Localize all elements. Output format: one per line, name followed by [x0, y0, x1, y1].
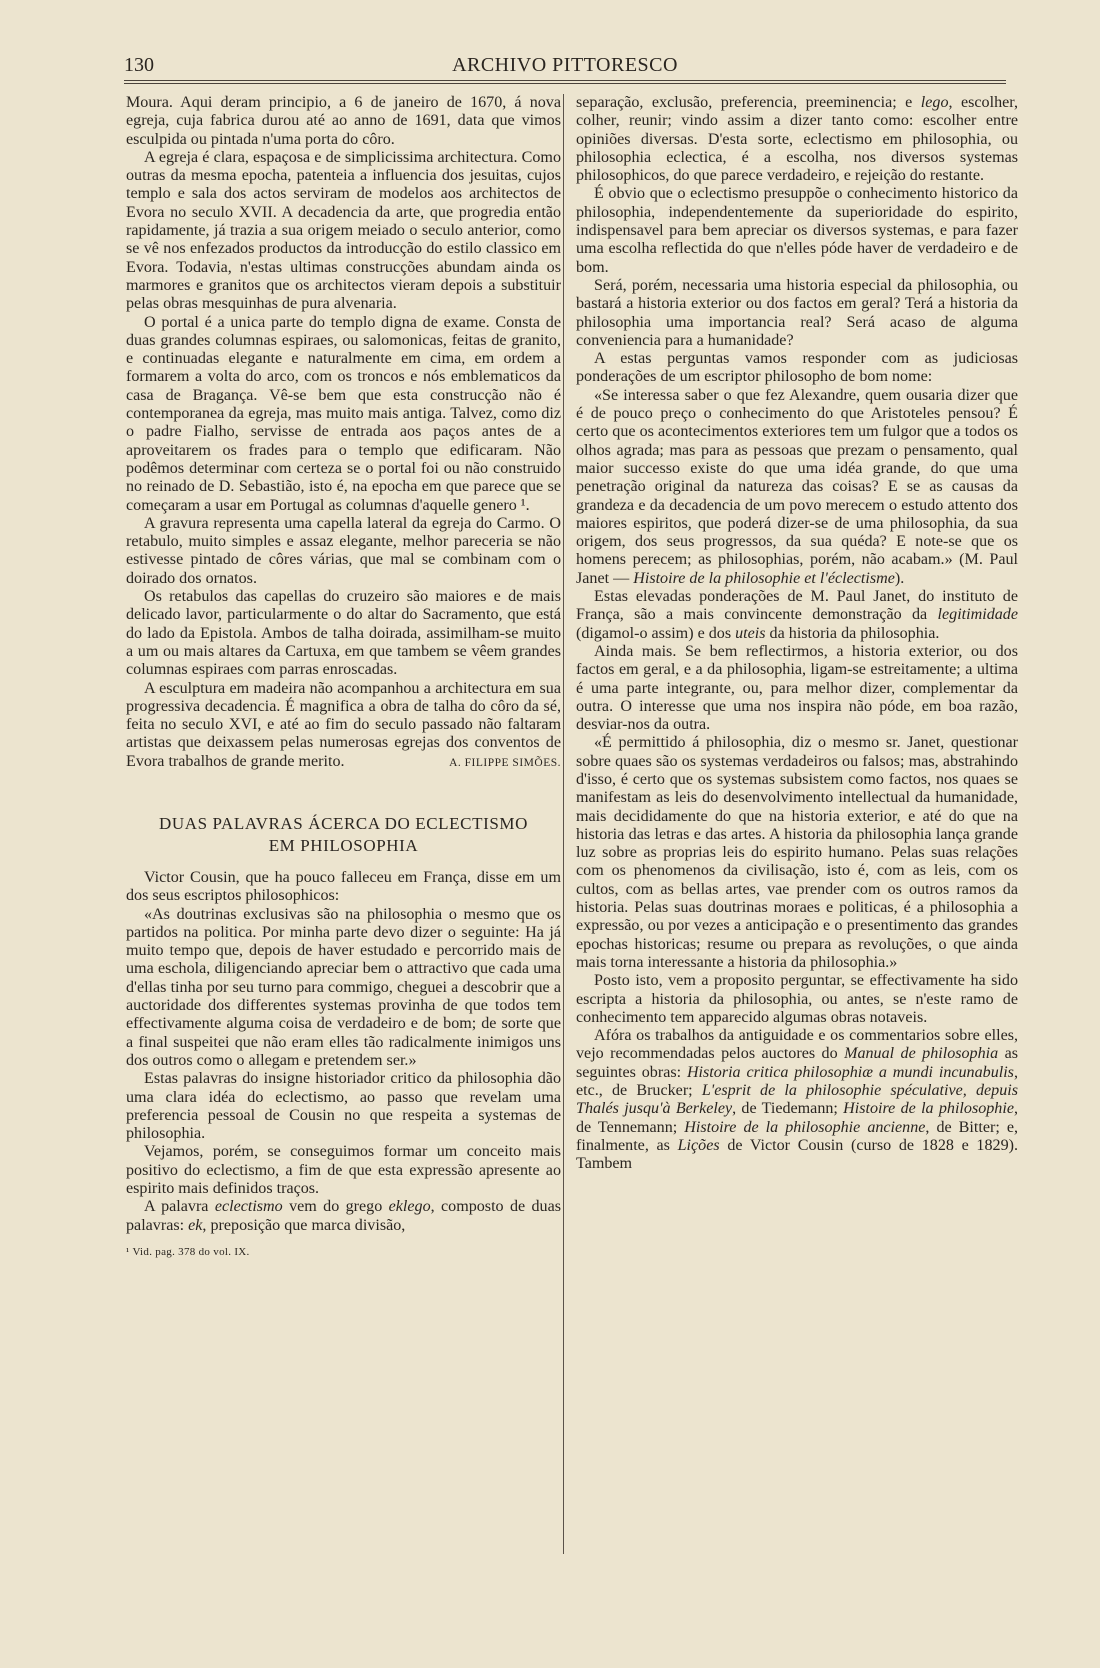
italic-title: Historia critica philosophiæ a mundi incunabulis	[686, 1063, 1014, 1081]
italic-term: ek	[188, 1216, 203, 1234]
text-run: (digamol-o assim) e dos	[576, 624, 736, 642]
italic-term: legitimidade	[937, 606, 1018, 624]
paragraph	[126, 1198, 561, 1235]
paragraph: Será, porém, necessaria uma historia especial da philosophia, ou bastará a historia exterior ou dos factos em geral? Terá a historia da philosophia uma importancia real? Será acaso de alguma conveniencia para a humanidade?	[576, 276, 1018, 349]
paragraph: Victor Cousin, que ha pouco falleceu em França, disse em um dos seus escriptos philosophicos:	[126, 868, 561, 905]
paragraph	[576, 1027, 1018, 1173]
italic-title: Manual de philosophia	[844, 1045, 999, 1063]
quote-paragraph: «É permittido á philosophia, diz o mesmo sr. Janet, questionar sobre quaes são os systemas verdadeiros ou falsos; mas, abstrahindo d'isso, é certo que os systemas subsistem como factos, nos quaes se manifestam as leis do desenvolvimento intellectual da humanidade, mais decididamente do que na historia exterior, e até do que na historia das letras e das artes. A historia da philosophia lança grande luz sobre as proprias leis do espirito humano. Pelas suas relações com os phenomenos da civilisação, isto é, com as leis, com os cultos, com as bellas artes, vae prender com os outros ramos da historia. Pelas suas doutrinas moraes e politicas, é a philosophia a expressão, ou por vezes a anticipação e o presentimento das grandes epochas historicas; resume ou prepara as revoluções, o que ainda mais torna interessante a historia da philosophia.»	[576, 734, 1018, 971]
text-run: da historia da philosophia.	[765, 624, 940, 642]
text-run: Afóra os trabalhos da antiguidade e os commentarios sobre elles, vejo recommendadas pelos auctores do	[576, 1027, 1018, 1063]
left-column	[126, 94, 561, 1261]
footnote: ¹ Vid. pag. 378 do vol. IX.	[126, 1245, 250, 1258]
paragraph	[576, 94, 1018, 185]
italic-title: Histoire de la philosophie	[843, 1100, 1014, 1118]
text-run: as seguintes obras:	[576, 1045, 1018, 1081]
text-run: Estas elevadas ponderações de M. Paul Janet, do instituto de França, são a mais convincente demonstração da	[576, 588, 1018, 624]
text-run: , de Tiedemann;	[732, 1100, 844, 1118]
section-title-line-1: DUAS PALAVRAS ÁCERCA DO ECLECTISMO	[159, 813, 528, 833]
paragraph: A gravura representa uma capella lateral da egreja do Carmo. O retabulo, muito simples e assaz elegante, melhor pareceria se não estivesse pintado de côres várias, que mal se combinam com o doirado dos ornatos.	[126, 514, 561, 587]
italic-title: Histoire de la philosophie et l'éclectisme	[633, 569, 895, 587]
text-run: vem do grego	[282, 1198, 389, 1216]
paragraph: A egreja é clara, espaçosa e de simplicissima architectura. Como outras da mesma epocha, patenteia a influencia dos jesuitas, cujos templo e sala dos actos serviram de modelos aos architectos de Evora no seculo XVII. A decadencia da arte, que progredia então rapidamente, já trazia a sua origem meiado o seculo anterior, como se vê nos enfezados productos da introducção do estilo classico em Evora. Todavia, n'estas ultimas construcções abundam ainda os marmores e granitos que os architectos vieram depois a substituir pelas obras mesquinhas de pura alvenaria.	[126, 148, 561, 313]
text-run: «Se interessa saber o que fez Alexandre, quem ousaria dizer que é de pouco preço o conhecimento do que Aristoteles pensou? É certo que os acontecimentos exteriores tem um fulgor que a todos os olhos agrada; mas para as pessoas que prezam o pensamento, qual maior successo existe do que uma idéa grande, do que uma penetração original da natureza das coisas? E se as causas da grandeza e da decadencia de um povo merecem o estudo attento dos maiores espiritos, que poderá dizer-se de uma philosophia, da sua origem, dos seus progressos, da sua quéda? E note-se que os homens perecem; as philosophias, porém, não acabam.» (M. Paul Janet —	[576, 386, 1018, 587]
author-signature: A. FILIPPE SIMÕES.	[449, 756, 561, 769]
paragraph: O portal é a unica parte do templo digna de exame. Consta de duas grandes columnas espiraes, ou salomonicas, feitas de granito, e continuadas elegante e naturalmente em cima, em ordem a formarem a volta do arco, com os troncos e nós emblematicos da casa de Bragança. Vê-se bem que esta construcção não é contemporanea da egreja, mas muito mais antiga. Talvez, como diz o padre Fialho, servisse de entrada aos paços antes de a aproveitarem os frades para o templo que edificaram. Não podêmos determinar com certeza se o portal foi ou não construido no reinado de D. Sebastião, isto é, na epocha em que parece que se começaram a usar em Portugal as columnas d'aquelle genero ¹.	[126, 313, 561, 514]
italic-title: Lições	[677, 1136, 720, 1154]
text-run: separação, exclusão, preferencia, preeminencia; e	[576, 94, 921, 111]
italic-term: eclectismo	[214, 1198, 283, 1216]
right-column	[576, 94, 1018, 1174]
italic-title: L'esprit de la philosophie spéculative, depuis Thalés jusqu'à Berkeley	[576, 1082, 1018, 1118]
paragraph: Estas palavras do insigne historiador critico da philosophia dão uma clara idéa do eclectismo, ao passo que revelam uma preferencia pessoal de Cousin no que respeita a systemas de philosophia.	[126, 1070, 561, 1143]
italic-term: lego	[920, 94, 949, 111]
italic-term: eklego	[388, 1198, 431, 1216]
text-run: , de Bitter; e, finalmente, as	[576, 1118, 1018, 1154]
column-divider	[563, 94, 564, 1554]
paragraph	[126, 680, 561, 771]
text-run: , de Tennemann;	[576, 1100, 1018, 1136]
paragraph	[576, 588, 1018, 643]
quote-paragraph	[576, 387, 1018, 588]
page-number: 130	[124, 54, 154, 76]
text-run: ).	[894, 569, 905, 587]
paragraph: Ainda mais. Se bem reflectirmos, a historia exterior, ou dos factos em geral, e a da philosophia, ligam-se estreitamente; a ultima é uma parte integrante, ou, para melhor dizer, complementar da outra. O interesse que uma nos inspira não póde, em boa razão, desviar-nos da outra.	[576, 642, 1018, 734]
page-header	[124, 52, 1006, 82]
section-title-line-2: EM PHILOSOPHIA	[268, 835, 419, 855]
text-run: , escolher, colher, reunir; vindo assim a dizer tanto como: escolher entre opiniões diversas. D'esta sorte, eclectismo em philosophia, ou philosophia eclectica, é a escolha, nos diversos systemas philosophicos, do que parece verdadeiro, e rejeição do restante.	[576, 94, 1019, 185]
paragraph: A estas perguntas vamos responder com as judiciosas ponderações de um escriptor philosopho de bom nome:	[576, 350, 1018, 386]
paragraph: Moura. Aqui deram principio, a 6 de janeiro de 1670, á nova egreja, cuja fabrica durou até ao anno de 1691, data que vimos esculpida ou pintada n'uma porta do côro.	[126, 94, 561, 148]
italic-term: uteis	[735, 624, 766, 642]
header-rule	[124, 80, 1006, 81]
text-run: A palavra	[144, 1198, 215, 1216]
text-run: , preposição que marca divisão,	[202, 1216, 406, 1234]
running-title: ARCHIVO PITTORESCO	[452, 54, 678, 76]
text-run: , composto de duas palavras:	[126, 1198, 561, 1234]
paragraph: Vejamos, porém, se conseguimos formar um conceito mais positivo do eclectismo, a fim de que esta expressão apresente ao espirito mais definidos traços.	[126, 1143, 561, 1198]
text-run: de Victor Cousin (curso de 1828 e 1829). Tambem	[576, 1136, 1019, 1173]
paragraph: É obvio que o eclectismo presuppõe o conhecimento historico da philosophia, independentemente da superioridade do espirito, indispensavel para bem apreciar os diversos systemas, e para fazer uma escolha reflectida do que n'elles póde haver de verdadeiro e de bom.	[576, 185, 1018, 276]
paragraph: Posto isto, vem a proposito perguntar, se effectivamente ha sido escripta a historia da philosophia, ou antes, se n'este ramo de conhecimento tem apparecido algumas obras notaveis.	[576, 972, 1018, 1026]
quote-paragraph: «As doutrinas exclusivas são na philosophia o mesmo que os partidos na politica. Por minha parte devo dizer o seguinte: Ha já muito tempo que, depois de haver estudado e percorrido mais de uma eschola, diligenciando apreciar bem o attractivo que cada uma d'ellas tinha por seu turno para commigo, cheguei a descobrir que a auctoridade dos differentes systemas provinha de que todos tem effectivamente alguma coisa de verdadeiro e de bom; de sorte que a final suspeitei que não eram elles tão radicalmente inimigos uns dos outros como o allegam e pretendem ser.»	[126, 905, 561, 1069]
section-title	[126, 813, 561, 857]
italic-title: Histoire de la philosophie ancienne	[684, 1118, 926, 1136]
paragraph: Os retabulos das capellas do cruzeiro são maiores e de mais delicado lavor, particularmente o do altar do Sacramento, que está do lado da Epistola. Ambos de talha doirada, assimilham-se muito a um ou mais altares da Cartuxa, em que tambem se vêem grandes columnas espiraes com parras enroscadas.	[126, 588, 561, 679]
header-rule-secondary	[124, 83, 1006, 84]
paragraph-text: A esculptura em madeira não acompanhou a architectura em sua progressiva decadencia. É magnifica a obra de talha do côro da sé, feita no seculo XVI, e até ao fim do seculo passado não faltaram artistas que deixassem pelas numerosas egrejas dos conventos de Evora trabalhos de grande merito.	[126, 679, 561, 770]
text-run: , etc., de Brucker;	[576, 1063, 1018, 1100]
